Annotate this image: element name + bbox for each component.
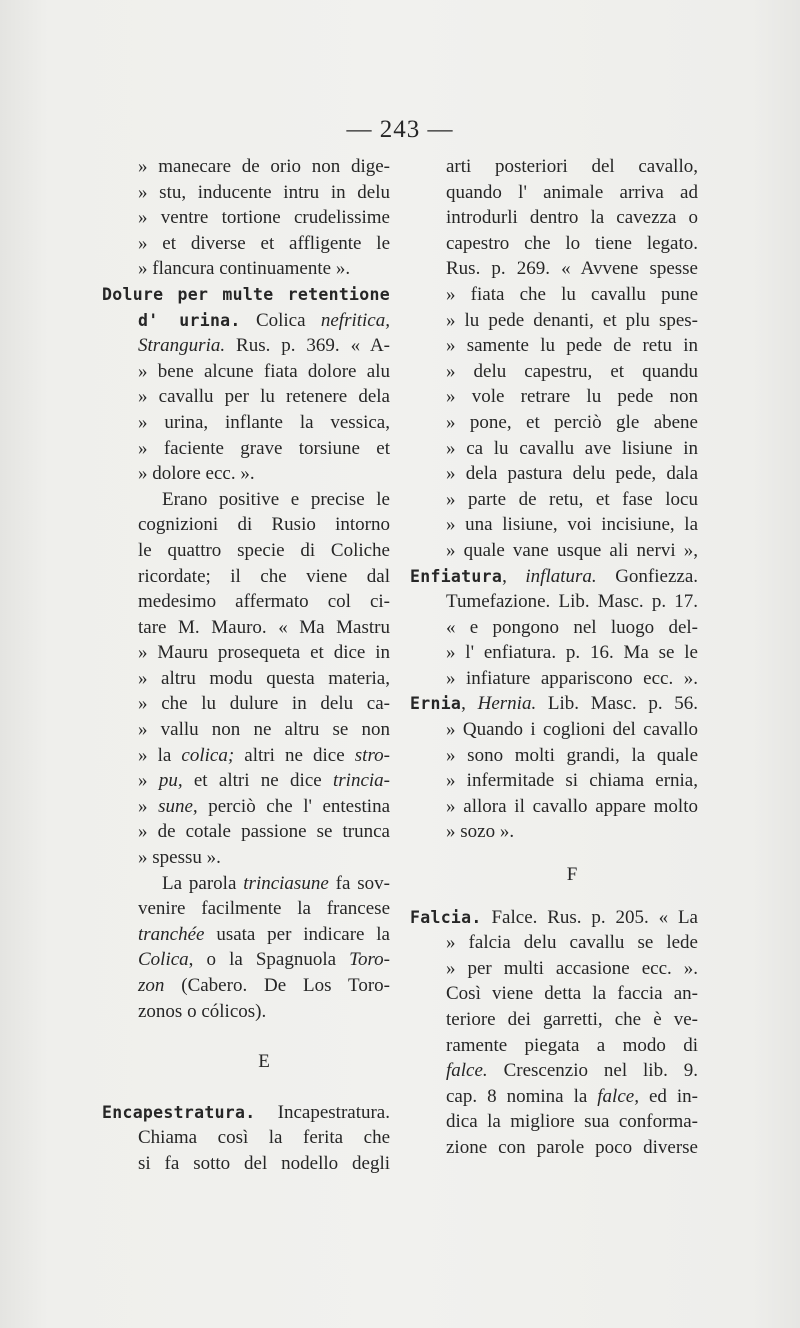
left-column [102,154,390,1177]
text-span: La parola [162,872,244,894]
text-line: zonos o cólicos). [138,1000,267,1022]
text-line: » sozo ». [446,821,515,843]
text-line: » per multi accasione ecc. ». [446,957,698,979]
headword: Encapestratura. [102,1102,256,1122]
text-line: Erano positive e precise le [162,488,390,510]
text-span: fa sov- [328,872,390,894]
text-span: , o la Spagnuola [188,949,350,971]
page-number: — 243 — [346,116,454,143]
headword: Ernia [410,694,462,714]
text-line [102,333,390,359]
section-gap [102,1075,390,1100]
entry-heading-ernia [410,691,698,717]
text-line: » falcia delu cavallu se lede [446,932,698,954]
text-line: » spessu ». [138,847,221,869]
text-span: usata per indicare la [204,923,390,945]
italic-term: tranchée [138,923,205,945]
text-line: » ventre tortione crudelissime [138,207,390,229]
text-span: ed in- [638,1085,698,1107]
headword: Falcia. [410,907,482,927]
text-span: et altri ne dice [182,770,333,792]
text-span: , [502,565,526,587]
text-span: Falce. Rus. p. 205. « La [481,906,698,928]
entry-heading-encapestratura [102,1100,390,1126]
text-line: » de cotale passione se trunca [138,821,390,843]
headword: Enfiatura [410,566,503,586]
text-span: altri ne dice [234,744,355,766]
text-line: » stu, inducente intru in delu [138,181,390,203]
entry-heading-falcia [410,905,698,931]
text-line [410,1058,698,1084]
text-line: venire facilmente la francese [138,898,390,920]
text-line: » vole retrare lu pede non [446,386,698,408]
text-line: ramente piegata a modo di [446,1034,698,1056]
headword: d' urina. [138,310,241,330]
italic-term: Hernia. [477,693,537,715]
text-span: » [138,795,159,817]
text-span: (Cabero. De Los Toro- [164,975,390,996]
text-line: » lu pede denanti, et plu spes- [446,309,698,331]
entry-heading-dolure [102,282,390,308]
text-line: » Mauru prosequeta et dice in [138,642,390,664]
text-line [102,768,390,794]
section-gap [410,845,698,862]
text-line: quando l' animale arriva ad [446,181,698,203]
section-letter-e: E [258,1051,270,1073]
text-line: « e pongono nel luogo del- [446,616,698,638]
italic-term: pu, [158,770,183,792]
text-line: » ca lu cavallu ave lisiune in [446,437,698,459]
text-line: » flancura continuamente ». [138,258,351,280]
text-line: » parte de retu, et fase locu [446,488,698,510]
text-line [102,794,390,820]
italic-term: Stranguria. [138,335,226,357]
italic-term: nefritica, [320,309,390,331]
text-span: , [461,693,478,715]
text-line: le quattro specie di Coliche [138,539,390,561]
text-line: » Quando i coglioni del cavallo [446,719,698,741]
text-line: » delu capestru, et quandu [446,360,698,382]
italic-term: trincia- [333,770,390,792]
text-line: dica la migliore sua conforma- [446,1111,698,1133]
entry-heading-enfiatura [410,564,698,590]
text-line: medesimo affermato col ci- [138,591,390,613]
italic-term: sune, [158,795,198,817]
text-span: Rus. p. 369. « A- [225,335,390,357]
text-line [102,947,390,973]
text-line: tare M. Mauro. « Ma Mastru [138,616,390,638]
text-line [102,743,390,769]
text-span: Incapestratura. [255,1101,390,1123]
italic-term: falce, [597,1085,639,1107]
text-span: perciò che l' entestina [197,795,391,817]
text-span: cap. 8 nomina la [446,1085,598,1107]
text-span: » la [138,744,182,766]
text-line [102,973,390,999]
text-line: » cavallu per lu retenere dela [138,386,390,408]
section-letter-f: F [566,864,578,886]
text-line: » una lisiune, voi incisiune, la [446,514,698,536]
italic-term: inflatura. [525,565,597,587]
text-line: » infermitade si chiama ernia, [446,770,698,792]
italic-term: Toro- [349,949,390,971]
text-line: introdurli dentro la cavezza o [446,207,698,229]
text-span: Lib. Masc. p. 56. [536,693,699,715]
text-line [102,308,390,334]
text-line: Tumefazione. Lib. Masc. p. 17. [446,591,698,613]
text-line: Rus. p. 269. « Avvene spesse [446,258,698,280]
text-line: Così viene detta la faccia an- [446,983,698,1005]
right-column [410,154,698,1161]
text-line: » samente lu pede de retu in [446,335,698,357]
text-line: » dela pastura delu pede, dala [446,463,698,485]
text-line: » fiata che lu cavallu pune [446,283,698,305]
text-line: » pone, et perciò gle abene [446,411,698,433]
text-line: » vallu non ne altru se non [138,719,390,741]
headword: Dolure per multe retentione [102,284,390,304]
text-line: » che lu dulure in delu ca- [138,693,390,715]
text-line: » urina, inflante la vessica, [138,411,390,433]
text-line: ricordate; il che viene dal [138,565,390,587]
text-line: » bene alcune fiata dolore alu [138,360,390,382]
section-gap [102,1024,390,1049]
italic-term: stro- [354,744,390,766]
italic-term: zon [138,975,165,996]
italic-term: trinciasune [243,872,329,894]
text-span: Crescenzio nel lib. 9. [487,1060,698,1082]
text-line: » dolore ecc. ». [138,463,255,485]
text-line: » faciente grave torsiune et [138,437,390,459]
text-line: zione con parole poco diverse [446,1136,698,1158]
italic-term: falce. [446,1060,488,1082]
text-line: » et diverse et affligente le [138,232,390,254]
italic-term: Colica [138,949,189,971]
text-line: » altru modu questa materia, [138,667,390,689]
italic-term: colica; [181,744,235,766]
text-line: capestro che lo tiene legato. [446,232,698,254]
text-span: Gonfiezza. [596,565,698,587]
text-span: » [138,770,159,792]
text-line: » manecare de orio non dige- [138,156,390,177]
text-line: arti posteriori del cavallo, [446,156,698,177]
section-gap [410,888,698,905]
text-line: si fa sotto del nodello degli [138,1152,390,1174]
text-line: cognizioni di Rusio intorno [138,514,390,536]
text-line: Chiama così la ferita che [138,1127,390,1149]
text-line: » sono molti grandi, la quale [446,744,698,766]
text-line: » infiature appariscono ecc. ». [446,667,698,689]
text-line: » allora il cavallo appare molto [446,795,698,817]
text-line [102,922,390,948]
text-span: Colica [240,309,321,331]
text-line [102,871,390,897]
text-line: teriore dei garretti, che è ve- [446,1009,698,1030]
text-line: » quale vane usque ali nervi », [446,539,698,561]
text-line: » l' enfiatura. p. 16. Ma se le [446,642,698,664]
text-line [410,1084,698,1110]
